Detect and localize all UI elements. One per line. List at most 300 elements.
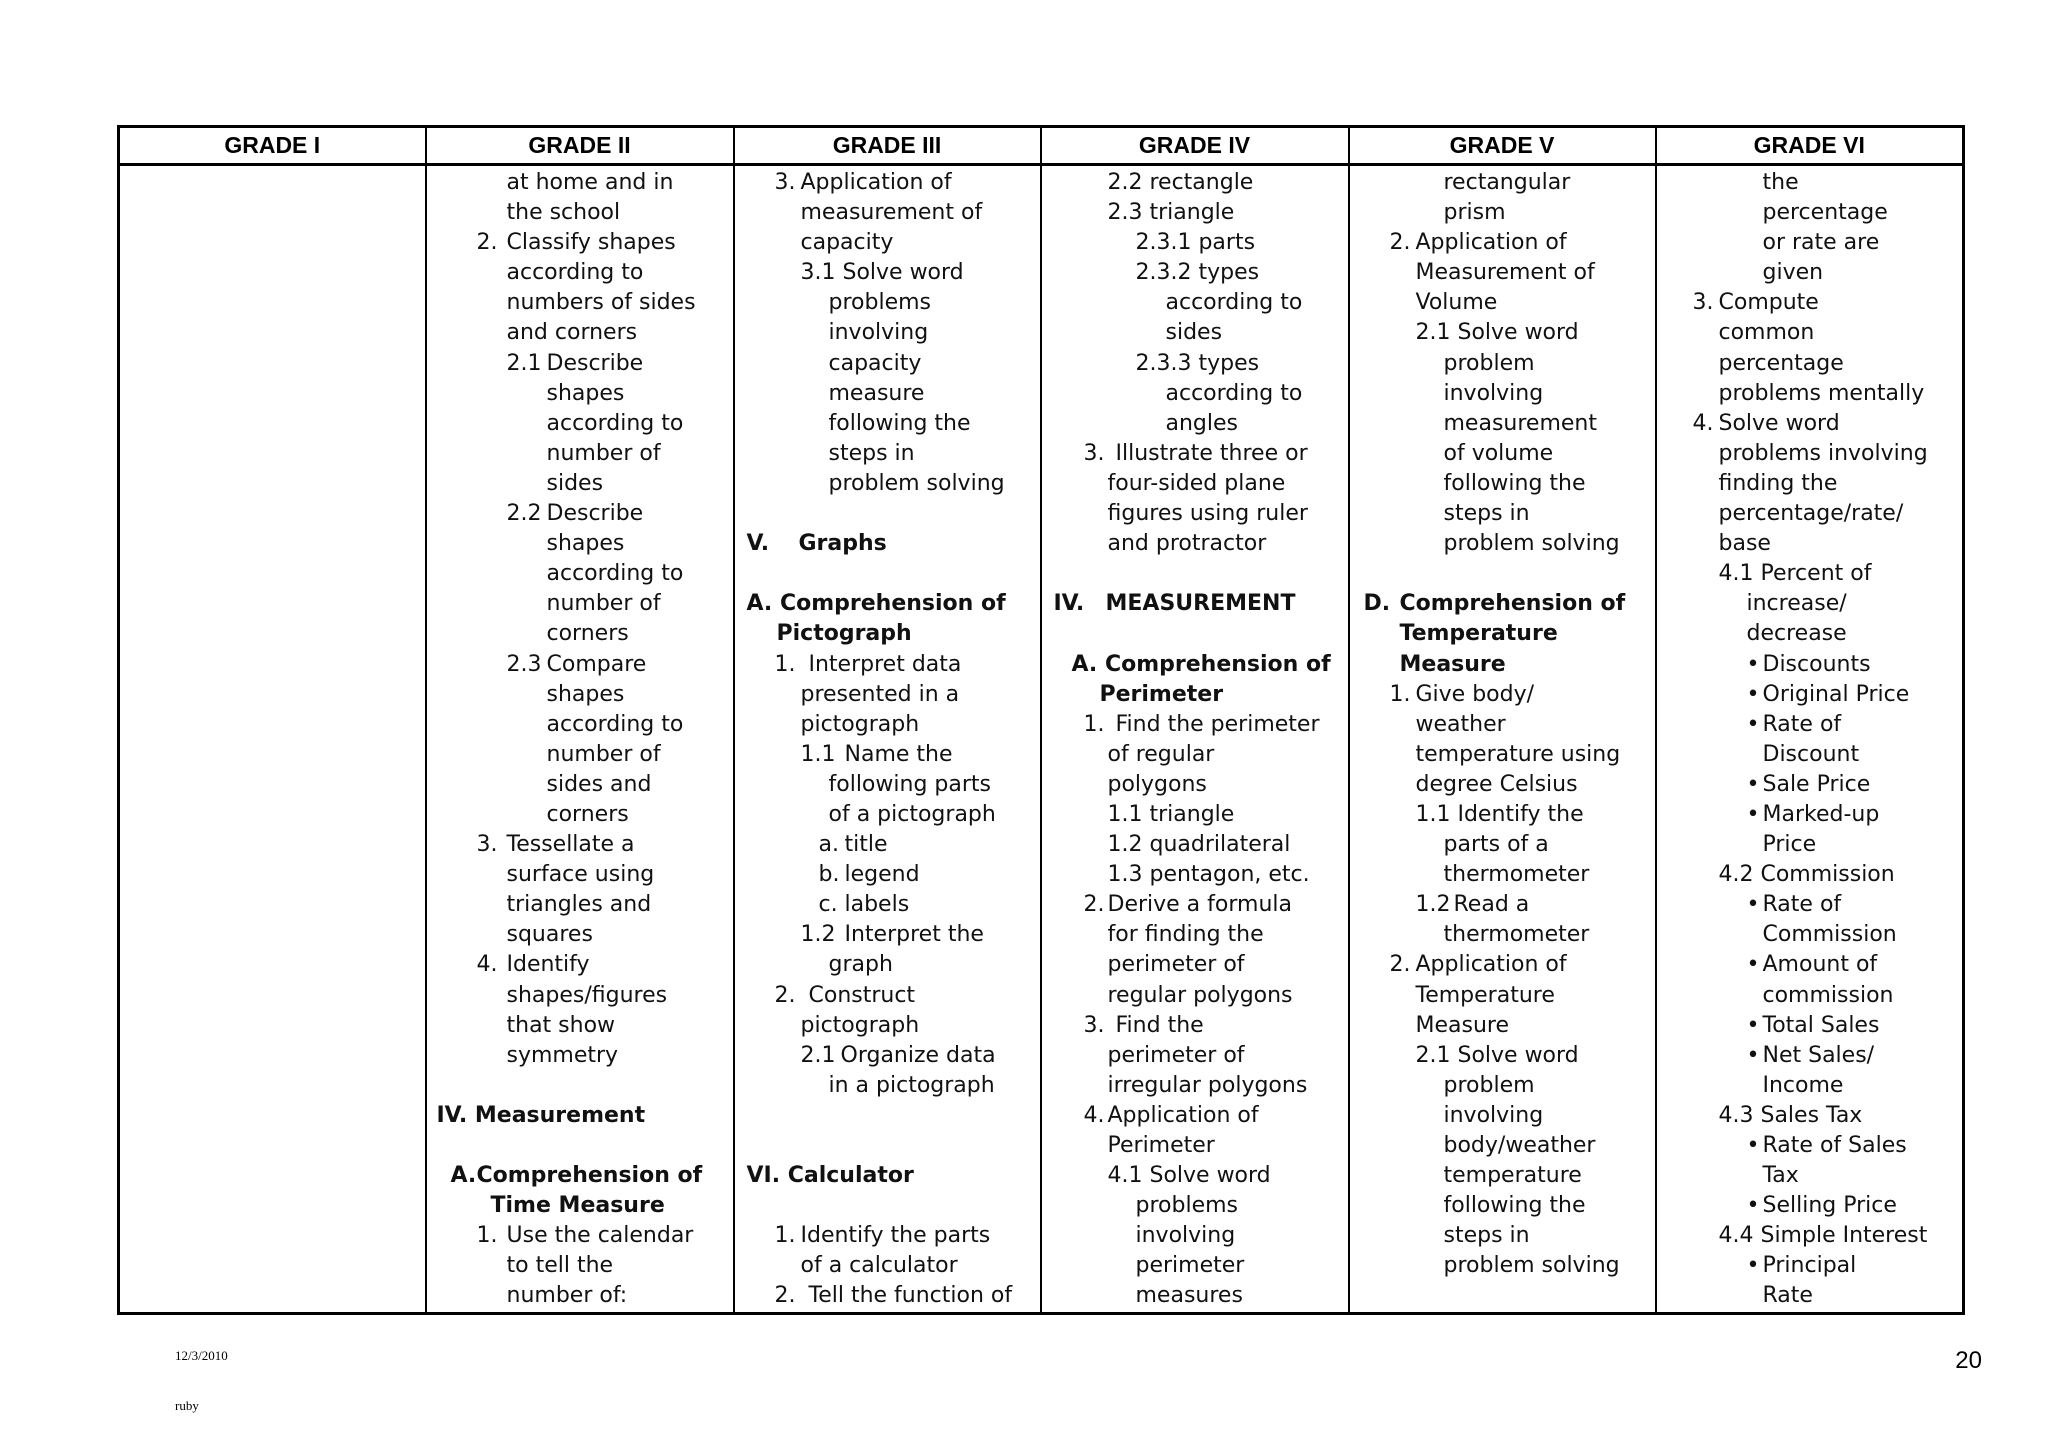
outline-text: percentage/rate/ [1718,501,1904,527]
outline-line [1350,800,1655,830]
outline-line [1350,1131,1655,1161]
outline-text: four-sided plane [1107,470,1286,496]
list-marker: a. [818,832,839,858]
outline-line [1350,1161,1655,1191]
outline-line [1042,981,1348,1011]
outline-line [735,1281,1040,1311]
outline-line [1042,439,1348,469]
outline-text: A. Comprehension of [1071,651,1331,677]
outline-text: following the [1443,1193,1586,1219]
outline-text: presented in a [800,681,960,707]
bullet-marker: • [1746,1193,1760,1219]
outline-line [1350,439,1655,469]
bullet-marker: • [1746,681,1760,707]
footer-author: ruby [175,1398,199,1413]
outline-line [1350,198,1655,228]
outline-line [427,559,733,589]
outline-text: Perimeter [1099,681,1224,707]
outline-line [1042,469,1348,499]
bullet-marker: • [1746,711,1760,737]
outline-line [427,890,733,920]
grade-5-cell [1349,165,1656,1314]
list-marker: 2. [1389,230,1411,256]
outline-line [427,318,733,348]
outline-line [1042,559,1348,589]
outline-line [735,258,1040,288]
content-row [119,165,1964,1314]
outline-text: 2.3.2 types [1135,260,1260,286]
curriculum-table [117,125,1965,1315]
outline-text: 4.1 Percent of [1718,561,1872,587]
outline-text: problem [1443,1072,1535,1098]
outline-line [1042,860,1348,890]
outline-text: problem solving [1443,1253,1620,1279]
outline-line [735,589,1040,619]
outline-text: Describe [546,350,644,376]
outline-line [1657,1011,1963,1041]
outline-line [735,1011,1040,1041]
outline-line [1657,228,1963,258]
list-marker: IV. [1053,591,1085,617]
outline-text: angles [1165,410,1238,436]
outline-text: measure [828,380,925,406]
outline-line [1042,1071,1348,1101]
outline-text: at home and in [506,170,674,195]
outline-text: or rate are [1762,230,1880,256]
outline-text: the [1762,170,1799,195]
outline-text: squares [506,922,593,948]
outline-line [735,1131,1040,1161]
outline-line [735,1251,1040,1281]
outline-text: Temperature [1415,982,1555,1008]
outline-line [1042,1161,1348,1191]
outline-line [1657,800,1963,830]
outline-text: Application of [1415,230,1567,256]
outline-text: numbers of sides [506,290,696,316]
outline-line [1350,499,1655,529]
outline-text: number of [546,741,661,767]
outline-text: involving [1443,380,1544,406]
outline-text: Application of [1107,1102,1259,1128]
outline-line [427,529,733,559]
outline-text: A. Comprehension of [746,591,1006,617]
outline-line [1350,890,1655,920]
outline-line [427,800,733,830]
outline-text: perimeter of [1107,952,1245,978]
grade-4-content [1042,166,1348,1312]
outline-line [735,349,1040,379]
outline-text: 2.2 rectangle [1107,170,1254,195]
outline-text: Graphs [798,531,887,557]
outline-text: Give body/ [1415,681,1535,707]
outline-line [1657,1161,1963,1191]
outline-line [1350,168,1655,198]
outline-text: Tax [1762,1163,1799,1189]
list-marker: 3. [1083,1012,1105,1038]
outline-line [735,499,1040,529]
outline-text: Marked-up [1762,801,1880,827]
bullet-marker: • [1746,1133,1760,1158]
outline-text: number of [546,591,661,617]
outline-line [1350,950,1655,980]
outline-text: problems mentally [1718,380,1925,406]
outline-line [427,439,733,469]
outline-line [1042,710,1348,740]
list-marker: 2. [1083,892,1105,918]
outline-line [427,770,733,800]
outline-text: number of: [506,1283,628,1309]
outline-line [1350,288,1655,318]
outline-line [1657,499,1963,529]
outline-text: perimeter of [1107,1042,1245,1068]
outline-line [1042,499,1348,529]
outline-text: Rate [1762,1283,1813,1309]
outline-text: 4.2 Commission [1718,862,1895,888]
outline-line [735,830,1040,860]
outline-text: regular polygons [1107,982,1293,1008]
outline-text: graph [828,952,893,978]
list-marker: 1.2 [800,922,836,948]
outline-line [735,950,1040,980]
outline-line [735,770,1040,800]
outline-line [1350,529,1655,559]
outline-text: Volume [1415,290,1498,316]
outline-text: shapes [546,380,625,406]
outline-text: title [844,832,888,858]
outline-text: steps in [1443,1223,1530,1249]
outline-line [1657,740,1963,770]
outline-text: according to [506,260,644,286]
outline-text: labels [844,892,910,918]
outline-text: Name the [844,741,953,767]
outline-text: Identify [506,952,590,978]
outline-text: Organize data [840,1042,996,1068]
outline-line [1350,559,1655,589]
outline-line [1042,228,1348,258]
outline-text: thermometer [1443,862,1590,888]
outline-line [1350,710,1655,740]
outline-line [735,1161,1040,1191]
grade-4-cell [1041,165,1349,1314]
outline-text: problems [828,290,931,316]
outline-line [1042,1131,1348,1161]
outline-line [735,1041,1040,1071]
outline-line [735,1071,1040,1101]
outline-text: given [1762,260,1824,286]
outline-text: surface using [506,862,655,888]
outline-line [1042,1011,1348,1041]
outline-text: steps in [828,440,915,466]
header-row [119,127,1964,165]
outline-line [427,469,733,499]
outline-line [1350,349,1655,379]
outline-line [1657,1251,1963,1281]
outline-line [427,379,733,409]
outline-line [1657,409,1963,439]
outline-text: increase/ [1746,591,1847,617]
outline-line [1042,1221,1348,1251]
outline-line [735,740,1040,770]
outline-line [1350,981,1655,1011]
list-marker: A. [450,1163,477,1189]
outline-text: Pictograph [776,621,912,647]
outline-text: measurement of [800,200,983,226]
outline-line [1657,770,1963,800]
outline-text: 2.3.3 types [1135,350,1260,376]
grade-2-cell [426,165,734,1314]
outline-line [1350,860,1655,890]
outline-text: sides [1165,320,1223,346]
outline-text: following parts [828,771,991,797]
outline-text: measurement [1443,410,1597,436]
grade-6-content [1657,166,1963,1312]
outline-line [427,1041,733,1071]
outline-line [735,168,1040,198]
outline-line [1042,1101,1348,1131]
list-marker: 1.1 [800,741,836,767]
bullet-marker: • [1746,801,1760,827]
outline-line [735,529,1040,559]
outline-text: Read a [1453,892,1530,918]
outline-text: Comprehension of [1399,591,1626,617]
outline-line [1350,258,1655,288]
outline-line [1657,619,1963,649]
outline-line [1042,1191,1348,1221]
outline-text: 4.1 Solve word [1107,1163,1271,1189]
outline-line [1350,1251,1655,1281]
outline-text: parts of a [1443,832,1549,858]
outline-text: temperature using [1415,741,1621,767]
outline-text: sides [546,470,604,496]
outline-line [1042,349,1348,379]
outline-line [427,981,733,1011]
outline-line [735,409,1040,439]
outline-text: Net Sales/ [1762,1042,1875,1068]
outline-text: Interpret the [844,922,984,948]
outline-line [1350,770,1655,800]
outline-text: that show [506,1012,616,1038]
outline-line [735,680,1040,710]
outline-line [1657,950,1963,980]
outline-text: Application of [800,170,952,195]
outline-text: Sale Price [1762,771,1871,797]
list-marker: D. [1363,591,1391,617]
outline-line [735,800,1040,830]
outline-line [1350,619,1655,649]
outline-text: number of [546,440,661,466]
outline-text: capacity [828,350,922,376]
outline-text: Temperature [1399,621,1558,647]
outline-text: of a pictograph [828,801,996,827]
outline-text: Illustrate three or [1115,440,1308,466]
outline-line [1657,469,1963,499]
outline-text: 4.3 Sales Tax [1718,1102,1863,1128]
outline-text: Comprehension of [476,1163,703,1189]
grade-2-content [427,166,733,1312]
header-grade-2: GRADE II [426,127,734,165]
outline-text: MEASUREMENT [1105,591,1296,617]
list-marker: 2. [1389,952,1411,978]
outline-line [1042,890,1348,920]
outline-line [735,619,1040,649]
outline-text: Measurement of [1415,260,1595,286]
grade-1-content [120,166,425,168]
list-marker: b. [818,862,840,888]
page-number: 20 [1955,1347,1982,1374]
outline-line [735,288,1040,318]
outline-line [1042,589,1348,619]
outline-text: Principal [1762,1253,1857,1279]
outline-text: according to [1165,290,1303,316]
outline-line [735,1101,1040,1131]
list-marker: 1. [774,1223,796,1249]
outline-line [1657,258,1963,288]
outline-text: percentage [1718,350,1844,376]
outline-text: following the [828,410,971,436]
outline-text: Original Price [1762,681,1910,707]
outline-text: measures [1135,1283,1243,1309]
outline-line [1042,680,1348,710]
outline-line [1350,920,1655,950]
outline-line [427,499,733,529]
outline-line [1657,168,1963,198]
outline-line [1657,830,1963,860]
list-marker: 1. [1083,711,1105,737]
outline-text: Income [1762,1072,1844,1098]
header-grade-6: GRADE VI [1656,127,1964,165]
outline-text: figures using ruler [1107,501,1308,527]
outline-text: temperature [1443,1163,1582,1189]
outline-text: decrease [1746,621,1847,647]
outline-text: perimeter [1135,1253,1245,1279]
outline-text: base [1718,531,1771,557]
outline-text: pictograph [800,1012,920,1038]
outline-text: problems [1135,1193,1238,1219]
outline-line [1350,1011,1655,1041]
outline-text: 4.4 Simple Interest [1718,1223,1928,1249]
outline-line [427,1191,733,1221]
outline-line [427,1251,733,1281]
outline-line [427,710,733,740]
outline-line [735,1221,1040,1251]
outline-text: shapes [546,681,625,707]
outline-text: involving [1443,1102,1544,1128]
outline-line [427,920,733,950]
outline-line [427,1011,733,1041]
outline-text: Solve word [1718,410,1840,436]
outline-line [1350,740,1655,770]
list-marker: 1. [774,651,796,677]
outline-line [1042,830,1348,860]
outline-text: 2.3.1 parts [1135,230,1256,256]
list-marker: 4. [476,952,498,978]
outline-line [1042,318,1348,348]
outline-text: according to [546,410,684,436]
outline-text: Use the calendar [506,1223,694,1249]
outline-line [1042,1251,1348,1281]
list-marker: 2. [774,982,796,1008]
outline-text: Selling Price [1762,1193,1897,1219]
outline-text: Perimeter [1107,1133,1215,1158]
list-marker: 3. [1692,290,1714,316]
outline-line [1657,710,1963,740]
outline-text: of a calculator [800,1253,958,1279]
outline-text: of regular [1107,741,1215,767]
outline-text: finding the [1718,470,1838,496]
outline-text: 1.1 Identify the [1415,801,1584,827]
outline-text: capacity [800,230,894,256]
list-marker: 2.3 [506,651,542,677]
outline-line [1657,1101,1963,1131]
outline-line [427,619,733,649]
outline-line [735,981,1040,1011]
outline-text: 1.1 triangle [1107,801,1235,827]
outline-line [735,860,1040,890]
outline-line [1042,920,1348,950]
outline-text: corners [546,801,629,827]
outline-text: Find the perimeter [1115,711,1320,737]
outline-line [735,439,1040,469]
outline-line [1657,288,1963,318]
outline-line [1042,198,1348,228]
bullet-marker: • [1746,1253,1760,1279]
outline-text: for finding the [1107,922,1264,948]
outline-text: and protractor [1107,531,1267,557]
list-marker: 3. [774,170,796,195]
outline-text: Compare [546,651,647,677]
grade-6-cell [1656,165,1964,1314]
outline-text: Application of [1415,952,1567,978]
list-marker: 3. [1083,440,1105,466]
outline-line [1657,890,1963,920]
outline-text: according to [546,711,684,737]
outline-text: Time Measure [490,1193,665,1219]
outline-line [1657,1071,1963,1101]
outline-line [427,1161,733,1191]
outline-text: 2.1 Solve word [1415,1042,1579,1068]
outline-line [1042,379,1348,409]
outline-text: pictograph [800,711,920,737]
outline-line [735,1191,1040,1221]
outline-line [1350,830,1655,860]
outline-text: weather [1415,711,1506,737]
outline-line [1042,950,1348,980]
outline-text: 1.3 pentagon, etc. [1107,862,1310,888]
bullet-marker: • [1746,1042,1760,1068]
outline-text: corners [546,621,629,647]
outline-line [427,228,733,258]
outline-line [1657,379,1963,409]
outline-text: Identify the parts [800,1223,991,1249]
outline-text: shapes [546,531,625,557]
bullet-marker: • [1746,651,1760,677]
outline-line [735,469,1040,499]
outline-line [1657,1281,1963,1311]
outline-line [1657,1221,1963,1251]
outline-text: shapes/figures [506,982,668,1008]
outline-text: according to [546,561,684,587]
outline-text: Tell the function of [808,1283,1013,1309]
outline-line [1350,1221,1655,1251]
outline-line [1350,650,1655,680]
outline-line [427,168,733,198]
outline-text: problem solving [1443,531,1620,557]
bullet-marker: • [1746,771,1760,797]
outline-line [1657,650,1963,680]
outline-line [1657,589,1963,619]
outline-text: 3.1 Solve word [800,260,964,286]
list-marker: 2.1 [800,1042,836,1068]
